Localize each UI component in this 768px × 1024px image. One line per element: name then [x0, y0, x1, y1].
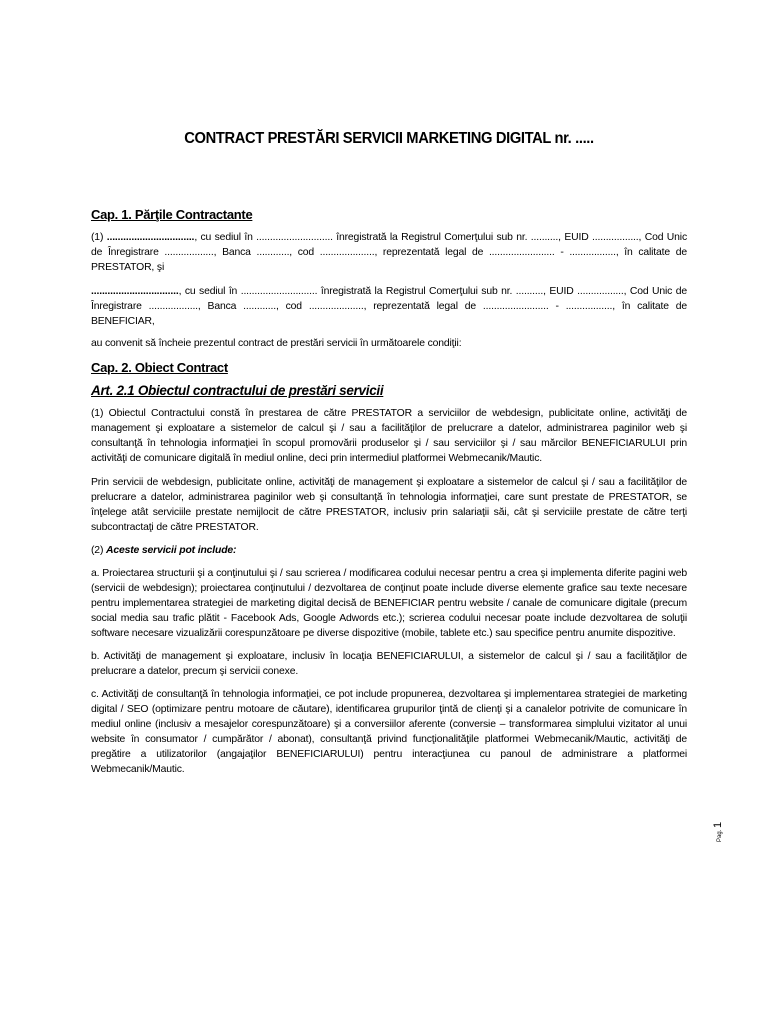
- article-heading: Art. 2.1 Obiectul contractului de prestări servicii: [91, 383, 384, 398]
- paragraph-object: (1) Obiectul Contractului constă în prestarea de către PRESTATOR a serviciilor de webdesign, publicitate online, activităţi de management şi exploatare a sistemelor de calcul şi / sau a facilităţilor de prelucrare a datelor, administrarea paginilor web şi consultanţă în tehnologia informaţiei în scopul promovării produselor şi / sau serviciilor şi / sau mărcilor BENEFICIARULUI prin activităţi de comunicare digitală în mediul online, deci prin intermediul platformei Webmecanik/Mautic.: [91, 408, 687, 464]
- paragraph-services-include: [91, 543, 687, 558]
- paragraph-services-definition: Prin servicii de webdesign, publicitate online, activităţi de management şi exploatare a sistemelor de calcul şi / sau a facilităţilor de prelucrare a datelor, administrarea paginilor web şi consultanţă în tehnologia informaţiei, care sunt prestate de PRESTATOR, se înţelege atât serviciile prestate nemijlocit de către PRESTATOR, inclusiv prin salariaţii săi, cât şi serviciile prestate de către terţi subcontractaţi de către PRESTATOR.: [91, 477, 687, 533]
- document-body: [91, 128, 687, 777]
- paragraph-number: (2): [91, 545, 106, 556]
- paragraph-prestator: [91, 230, 687, 275]
- list-item-b: b. Activităţi de management şi exploatare, inclusiv în locaţia BENEFICIARULUI, a sistemelor de calcul şi / sau a facilităţilor de prelucrare a datelor, precum şi servicii conexe.: [91, 651, 687, 677]
- paragraph-text: , cu sediul în ............................ înregistrată la Registrul Comerţului sub nr. .........., EUID ................., Cod Unic de Înregistrare .................., Banca ............, cod ...................., reprezentată legal de ........................ - ................., în calitate de BENEFICIAR,: [91, 286, 687, 327]
- paragraph-number: (1): [91, 232, 107, 243]
- name-placeholder: ................................: [106, 232, 195, 243]
- section-heading-cap2: Cap. 2. Obiect Contract: [91, 360, 228, 375]
- list-item-c: c. Activităţi de consultanţă în tehnologia informaţiei, ce pot include propunerea, dezvoltarea şi implementarea strategiei de marketing digital / SEO (optimizare pentru motoare de căutare), identificarea grupurilor ţintă de clienţi şi a canalelor potrivite de comunicare în mediul online (inclusiv a mesajelor corespunzătoare) şi a conversiilor aferente (conversie – transformarea simplului vizitator al unui website în consumator / cumpărător / abonat), consultanţă privind funcţionalităţile platformei Webmecanik/Mautic, activităţi de pregătire a utilizatorilor (angajaţilor BENEFICIARULUI) pentru interacţiunea cu panoul de administrare a platformei Webmecanik/Mautic.: [91, 689, 687, 775]
- paragraph-text: , cu sediul în ............................ înregistrată la Registrul Comerţului sub nr. .........., EUID ................., Cod Unic de Înregistrare .................., Banca ............, cod ...................., reprezentată legal de ........................ - ................., în calitate de PRESTATOR, şi: [91, 232, 687, 273]
- document-title: CONTRACT PRESTĂRI SERVICII MARKETING DIGITAL nr. .....: [184, 130, 594, 147]
- section-heading-cap1: Cap. 1. Părţile Contractante: [91, 207, 253, 222]
- paragraph-agreement: au convenit să încheie prezentul contract de prestări servicii în următoarele condiţii:: [91, 338, 462, 349]
- page-label: Pag.: [717, 829, 723, 842]
- list-item-a: a. Proiectarea structurii şi a conţinutului şi / sau scrierea / modificarea codului necesar pentru a crea şi implementa diferite pagini web (servicii de webdesign); proiectarea conţinutului / dezvoltarea de conţinut poate include diverse elemente grafice sau texte necesare pentru implementarea strategiei de marketing digital decisă de BENEFICIAR pentru website / canale de comunicare digitale (precum social media sau trafic plătit - Facebook Ads, Google Adwords etc.); scrierea codului necesar poate include dezvoltarea de soluţii software necesare vizualizării corespunzătoare pe diverse dispozitive (mobile, tablete etc.) sau specifice pentru anumite dispozitive.: [91, 568, 687, 639]
- name-placeholder: ................................: [91, 286, 179, 297]
- paragraph-beneficiar: [91, 284, 687, 329]
- paragraph-text: Aceste servicii pot include:: [106, 545, 237, 556]
- page-number: 1: [712, 821, 724, 828]
- page-number-footer: [712, 822, 724, 842]
